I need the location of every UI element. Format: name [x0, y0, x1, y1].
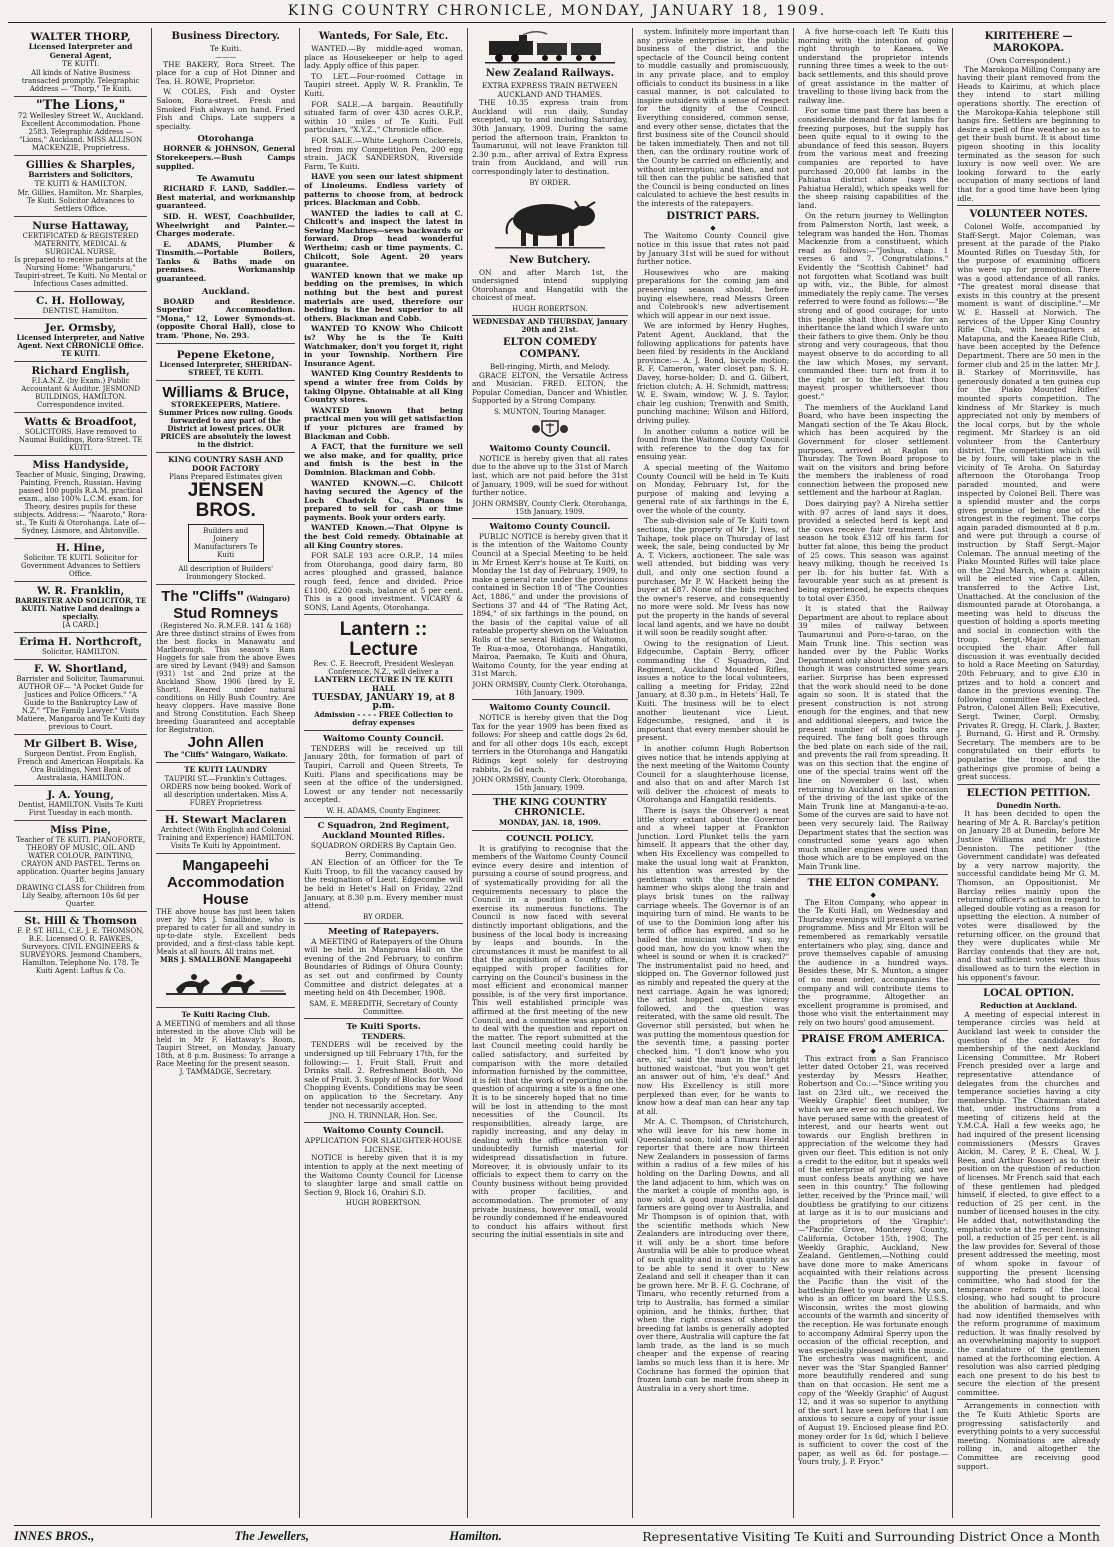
ad-admission: Admission - - - - FREE Collection to defray expenses — [314, 709, 453, 727]
notice-signature: SAM. E. MEREDITH, Secretary of County Committee. — [309, 999, 458, 1016]
ad-signature: MRS J. SMALLBONE Mangapeehi — [159, 955, 292, 964]
section-subheading: Te Kuiti. — [210, 44, 242, 53]
editorial-heading: COUNCIL POLICY. — [506, 833, 594, 844]
ad-text: Are three distinct strains of Ewes from the best flocks in Manawatu and Marlborough. This season's Ram Hoggets for sale from the above Ewes are sired by Levant (949) and Samson (931) 1st and 2nd prize at the Auckland Show, 1906 (bred by E. Short). Reared under natural conditions on Hilly Bush Country. Are heavy cloppers. Have massive Bone and Strong Constitution. Each Sheep breeding Guaranteed and acceptable for Registration. — [156, 630, 296, 735]
ad-text: Solicitor. TE KUITI. Solicitor for Government Advances to Settlers Office. — [20, 554, 141, 579]
ad-young — [14, 786, 147, 821]
notice-text: TENDERS will be received by the undersigned up till February 17th, for the following:— 1. Fruit Stall, Fruit and Drinks stall. 2. Refreshment Booth, No sale of Fruit. 3. Supply of Blocks for Wood Chopping Events. Conditions may be seen on application to the Secretary. Any tender not necessarily accepted. — [304, 1040, 463, 1110]
column-6 — [794, 28, 953, 1518]
ad-title: Mr Gilbert B. Wise, — [23, 738, 138, 751]
jensen-bros-title: JENSEN BROS. — [187, 480, 264, 522]
notice-heading: Waitomo County Council. — [489, 702, 611, 713]
jensen-box: Builders and Joinery Manufacturers Te Kuiti — [188, 524, 264, 562]
listing-land: RICHARD F. LAND, Saddler.—Best material, and workmanship guaranteed. — [156, 184, 296, 211]
listing-adams: E. ADAMS, Plumber & Tinsmith.—Portable Boilers, Tanks & Baths made on premises. Workmanship guaranteed. — [156, 239, 296, 284]
column-4 — [468, 28, 633, 1518]
ad-maclaren — [156, 811, 295, 854]
ad-title: Te Kuiti Racing Club. — [181, 1010, 270, 1019]
notice-heading: C Squadron, 2nd Regiment, Auckland Mounted Rifles. — [317, 820, 450, 841]
section-subheading: Reduction at Auckland. — [980, 1001, 1078, 1011]
elton-heading: ELTON COMEDY COMPANY. — [503, 336, 597, 360]
notice-heading: New Zealand Railways. — [485, 68, 615, 79]
elton-dates: WEDNESDAY AND THURSDAY, January 20th and 21st. — [472, 316, 628, 334]
ad-text: Surgeon Dentist. From English, French and American Hospitals. Ka Ora Buildings, Next Bank of Australasia, HAMILTON. — [17, 750, 144, 783]
ad-text: Architect (With English and Colonial Training and Experience) HAMILTON. Visits Te Kuiti by Appointment. — [157, 826, 294, 850]
divider: ◆ — [870, 890, 876, 899]
classified-item: HAVE you seen our latest shipment of Linoleums. Endless variety of patterns to choose from, at bedrock prices. Blackman and Cobb. — [304, 172, 463, 208]
notice-signature: W. H. ADAMS, County Engineer. — [326, 806, 441, 815]
classified-item: WANTED King Country Residents to spend a winter free from Colds by taking Olpyne. Obtainable at all King Country stores. — [304, 369, 463, 405]
ad-nurse-hattaway — [14, 217, 147, 292]
ad-sash-factory — [156, 453, 295, 585]
ad-franklin — [14, 582, 147, 633]
notice-signature: BY ORDER. — [363, 912, 405, 921]
ad-text-drawing: DRAWING CLASS for Children from Lily Sealby, afternoon 10s 6d per Quarter. — [16, 884, 145, 909]
ad-st-hill-thomson — [14, 912, 147, 978]
news-paragraph: It is stated that the Railway Department are about to replace about 39 miles of railway between Taumarunui and Poro-o-tarao, on the Main Trunk line. This section was handed over by the Public Works Department only about three years ago, though it was constructed some years earlier. Surprise has been expressed that the work should need to be done again so soon. It is stated that the present construction is not strong enough for the engines, and that new and additional sleepers, and twice the present number of fang bolts are required. The fang bolt goes through the bed plate on each side of the rail, and prevents the rail from spreading. It was on this section that the engine of one of the special trains went off the line on November 6 last, when returning to Auckland on the occasion of the driving of the last spike of the Main Trunk line at Manganui-a-te-ao. Some of the curves are said to have not been very securely laid. The Railway Department states that the section was constructed some years ago when much smaller engines were used than those which are to be employed on the Main Trunk line. — [798, 604, 949, 871]
footer-hamilton: Hamilton. — [449, 1528, 502, 1543]
news-paragraph: The sub-division sale of Te Kuiti town sections, the property of Mr J. Ives, of Taihape, took place on Thursday of last week, the sale, being conducted by Mr A. T. Vickers, auctioneer. The sale was well attended, but bidding was very dull, and only one section found a purchaser, Mr P. W. Hackett being the buyer at £87. None of the bids reached the owner's reserve, and consequently no more were sold. Mr Ivess has now put the property in the hands of several local land agents, and we have no doubt it will soon be readily sought after. — [636, 516, 790, 638]
section-heading: VOLUNTEER NOTES. — [969, 209, 1088, 221]
notice-subheading: SQUADRON ORDERS By Captain Geo. Berry, Commanding. — [310, 840, 457, 859]
ad-williams-bruce — [156, 381, 295, 454]
ad-title: C. H. Holloway, — [36, 294, 126, 307]
classified-item: A FACT, that the furniture we sell we also make, and for quality, price and finish is the best in the Dominion. Blackman and Cobb. — [304, 442, 463, 477]
column-2 — [152, 28, 300, 1518]
ad-signature: J. TAMMADGE, Secretary. — [179, 1067, 272, 1076]
ad-title: Erima H. Northcroft, — [19, 636, 143, 649]
ad-title: "The Lions," — [35, 97, 126, 113]
notice-text: ON and after March 1st, the undersigned intend supplying Otorohanga and Hangatiki with the choicest of meat. — [471, 267, 628, 303]
ad-pepene — [156, 346, 295, 381]
horse-race-illustration — [156, 967, 295, 1001]
ad-lantern-lecture — [304, 617, 463, 730]
ad-title: H. Hine, — [56, 542, 106, 555]
ad-text: F.I.A.N.Z. (by Exam.) Public Accountant & Auditor. JESMOND BUILDINGS, HAMILTON. Correspondence invited. — [21, 377, 141, 410]
notice-text: NOTICE is hereby given that it is my intention to apply at the next meeting of the Waitomo County Council for License to slaughter large and small cattle on Section 9, Block 16, Orahiri S.D. — [304, 1153, 463, 1197]
ad-racing-club — [156, 1008, 295, 1079]
news-paragraph: Does dairying pay? A Nireha settler with 97 acres of land says it does, provided a selected herd is kept and the cows receive fair treatment. Last season he took £312 off his farm for butter fat alone, this being the product of 25 cows. This season was against heavy milking, though he received 1s per lb. for his butter fat. With a favourable year such as at present is being experienced, he expects cheques to total over £350. — [798, 499, 949, 603]
listing-horner: HORNER & JOHNSON, General Storekeepers.—Bush Camps supplied. — [156, 144, 296, 171]
news-paragraph: Mr A. C. Thompson, of Christchurch, who will leave for his new home in Queensland soon, told a Timaru Herald reporter that there are now thirteen New Zealanders in possession of farms within a radius of a few miles of his holding on the Darling Downs, and all the land adjacent to him, which was on the market a couple of months ago, is now sold. A good many North Island farmers are going over to Australia, and Mr Thompson is of opinion that, with the scientific methods which New Zealanders are introducing over there, it will only be a short time before Australia will be able to produce wheat of such quality and in such quantity as to be able to send it over to New Zealand and sell it cheaper than it can be grown here. Mr B. F. G. Cochrane, of Timaru, who recently returned from a trip to Australia, has formed a similar opinion, and he thinks, further, that when the right crosses of sheep for breeding fat lambs is generally adopted over there, Australia will capture the fat lamb trade, as the land is so much cheaper and the expense of rearing lambs so much less than it is here. Mr Cochrane has formed the opinion that frozen lamb can be made from sheep in Australia in a very short time. — [636, 1117, 790, 1393]
footer-banner — [14, 1525, 1100, 1546]
ad-text: Mr. Gillies, Hamilton. Mr. Sharples, Te Kuiti. Solicitor Advances to Settlers Office. — [17, 188, 144, 213]
ad-title: Williams & Bruce, — [162, 383, 289, 401]
notice-signature: JNO. H. TRINNLAR, Hon. Sec. — [329, 1112, 438, 1121]
train-illustration — [472, 31, 628, 65]
ad-title: Watts & Broadfoot, — [24, 416, 137, 429]
ad-place: TE KUITI & HAMILTON. — [34, 178, 127, 188]
elton-signature: S. MUNTON, Touring Manager. — [493, 407, 606, 416]
ad-address: 72 Wellesley Street W., Auckland. — [17, 110, 144, 120]
classified-item: FOR SALE.—White Leghorn Cockerels, bred from my Competition Pen, 200 egg strain. JACK SANDERSON, Riverside Farm, Te Kuiti. — [304, 135, 463, 171]
ad-text: Licensed Interpreter, and Native Agent. Next CHRONICLE Office. TE KUITI. — [16, 333, 145, 359]
editorial-masthead: THE KING COUNTRY CHRONICLE. — [493, 797, 607, 819]
news-paragraph: A five horse-coach left Te Kuiti this morning with the intention of going right through to Kaeaea. We understand the proprietor intends running three times a week to the out-back settlements, and this should prove of great assistance in the matter of travelling to those living back from the railway line. — [798, 28, 949, 105]
news-paragraph: In another column a notice will be found from the Waitomo County Council with reference to the dog tax for ensuing year. — [636, 426, 790, 462]
ad-text: Barrister and Solicitor, Taumarunui. AUTHOR OF— "A Pocket Guide for Justices and Police Officers." "A Guide to the Bankruptcy Law of N.Z." "The Family Lawyer." Visits Matiere, Mangaroa and Te Kuiti day previous to Court. — [16, 675, 145, 732]
ad-text: Excellent Accommodation. Phone 2583. Telegraphic Address — "Lions," Auckland. MISS ALLISON MACKENZIE, Proprietress. — [19, 120, 143, 153]
ad-gillies-sharples — [14, 156, 147, 216]
news-paragraph: The Waitomo County Council give notice in this issue that rates not paid by January 31st will be sued for without further notice. — [636, 231, 790, 267]
news-paragraph: Colonel Wolfe, accompanied by Staff-Sergt. Major Coleman, was present at the parade of the Piako Mounted Rifles on Tuesday 5th, for the purpose of examining officers who were up for promotion. There was a good attendance of all ranks. "The greatest moral disease that exists in this country at the present moment is want of discipline."—Mr W. E. Hassell at Norwich. The services of the Upper King Country Rifle Club, with headquarters at Matapuna, and the Kaeaea Rifle Club, have been accepted by the Defence Department. There are 50 men in the former club and 25 in the latter. Mr J. B. Starkey of Morrinsville, has generously donated a ten guinea cup for the Piako Mounted Rifles' mounted sports competition. The kindness of Mr Starkey is much appreciated not only by members of the local corps, but by the whole regiment. Mr Starkey is an old volunteer from the Canterbury district. The competition which will be by fours, will take place in the vicinity of Te Aroha. On Saturday afternoon the Otorohanga Troop paraded mounted, and were inspected by Colonel Bell. There was a splendid muster and the corps gives promise of being one of the strongest in the regiment. The corps again paraded dismounted at 8 p.m. and were put through a course of instruction by Staff Sergt.-Major Coleman. The annual meeting of the Piako Mounted Rifles will take place on the 22nd March, when a captain will be elected vice Capt. Allen, transferred to the Active List, Unattached. At the conclusion of the dismounted parade at Otorohanga, a meeting was held to discuss the question of holding a sports meeting and social in connection with the troop. Sergt.-Major Coleman occupied the chair. After full discussion it was eventually decided to hold a Race Meeting on Saturday, 20th February, and to give £30 in prizes and to hold a concert and dance in the previous evening. The following committee was elected. Patron, Colonel Allen Bell; Executive, Sergt. Twiner, Corpl. Ormsby, Privates R. Gregg, H. Clark, J. Baxter, J. Burnand, G. Hirst and R. Ormsby. Secretary. The members are to be congratulated on their efforts to popularise the troop, and the gatherings give promise of being a great success. — [957, 222, 1100, 782]
ad-place: TE KUITI. — [61, 59, 100, 69]
ad-title: Lantern :: Lecture — [339, 619, 428, 661]
ad-text: Is prepared to receive patients at the Nursing Home: "Whangaruru," Taupiri-street, Te Kuiti. No Mental or Infectious Cases admitted. — [14, 255, 147, 288]
section-heading: Wanteds, For Sale, Etc. — [318, 31, 449, 42]
news-paragraph: Arrangements in connection with the Te Kuiti Athletic Sports are progressing satisfactorily and everything points to a very successful meeting. Nominations are already rolling in, and altogether the Committee are receiving good support. — [957, 1401, 1100, 1471]
classified-item: WANTED known that being practical men you will get satisfaction if your pictures are framed by Blackman and Cobb. — [304, 405, 463, 441]
ad-subtitle: Plans Prepared Estimates given — [169, 473, 283, 482]
ad-hine — [14, 539, 147, 582]
classified-item: WANTED Known.—That Olpyne is the best Cold remedy. Obtainable at all King Country stores. — [304, 523, 463, 550]
ad-text: SOLICITORS. Have removed to Naumai Buildings, Rora-Street. TE KUITI. — [18, 428, 143, 453]
ad-text: Dentist, HAMILTON. Visits Te Kuiti First Tuesday in each month. — [18, 801, 144, 818]
notice-text: NOTICE is hereby given that the Dog Tax for the year 1909 has been fixed as follows: For sheep and cattle dogs 2s 6d, and for all other dogs 10s each, except terriers in the Otorohanga and Hangatiki Ridings kept solely for destroying rabbits, 2s 6d each. — [471, 712, 628, 774]
bull-illustration — [472, 190, 628, 252]
news-paragraph: There is (says the Observer) a neat little story extant about the Governor and a wheel tapper at Frankton Junction. Lord Plunket tells the yarn himself. It appears that the other day, when His Excellency was compelled to make the usual long wait at Frankton, his attention was arrested by the gentleman with the long slender hammer who skips along the train and plays brisk tunes on the railway carriage wheels. The Governor is of an inquiring turn of mind. He wants to be of use to the Dominion long after his term of office has expired, and so he hailed the musician with: "I say, my good man, how do you know when the wheel is sound or when it is cracked?" The instrumentalist paid no heed, and skipped on. The Governor followed just as nimbly and repeated the query at the next carriage. Again he was ignored; the artist hopped on, the viceroy followed, and the question was reiterated, with the same old result. The Governor still persisted, but when he was putting the momentous question for the seventh time, a passing porter checked him. "I don't know who you are, sir," said the man in the bright buttoned waistcoat, "but you won't get an answer out of him, 'e's deaf." And now His Excellency is still more perplexed than ever, for he wants to know how a deaf man can hear any tap at all. — [636, 806, 790, 1116]
notice-heading: Waitomo County Council. — [489, 521, 611, 532]
ad-subtitle: LANTERN LECTURE IN TE KUITI HALL — [314, 675, 453, 693]
section-subheading: Dunedin North. — [996, 800, 1061, 810]
card-label: [A CARD.] — [62, 621, 99, 630]
ad-text: Summer Prices now ruling. Goods forwarded to any part of the District at lowest prices. OUR PRICES are absolutely the lowest in the district. — [158, 408, 293, 450]
ad-title: The "Cliffs" — [161, 588, 244, 606]
classified-item: WANTED known that we make up bedding on the premises, in which nothing but the best and purest materials are used, therefore our bedding is the best superior to all others. Blackman and Cobb. — [304, 270, 463, 323]
news-paragraph: Owing to the resignation of Lieut. Edgecumbe, Captain Berry, officer commanding the C Squadron, 2nd Regiment, Auckland Mounted Rifles, issues a notice to the local volunteers, calling a meeting for Friday, 22nd January, at 8.30 p.m., in Hetets' Hall, Te Kuiti. The business will be to elect another lieutenant vice Lieut. Edgecumbe, resigned, and it is important that every member should be present. — [636, 638, 790, 743]
classified-item: WANTED the ladies to call at C. Chilcott's and inspect the latest in Sewing Machines—sews backwards or forward. Drop head wonderful Wertheim; cash or time payments. C. Chilcott, Sole Agent. 20 years guarantee. — [304, 208, 463, 270]
ad-walter-thorp — [14, 28, 147, 97]
notice-signature: JOHN ORMSBY, County Clerk. Otorohanga, 15th January, 1909. — [472, 499, 628, 516]
ad-text: All kinds of Native Business transacted promptly. Telegraphic Address — "Thorp," Te Kuiti. — [21, 68, 140, 93]
notice-subheading: APPLICATION FOR SLAUGHTER-HOUSE LICENSE. — [305, 1136, 463, 1154]
section-heading: KIRITEHERE —MAROKOPA. — [984, 31, 1073, 54]
section-heading: DISTRICT PARS. — [666, 211, 760, 223]
ad-subtitle: Stud Romneys — [173, 605, 279, 623]
footer-jewellers: The Jewellers, — [234, 1528, 309, 1543]
notice-signature: HUGH ROBERTSON. — [345, 1199, 422, 1208]
news-paragraph: This extract from a San Francisco letter dated October 21, was received yesterday by Messrs Heather, Robertson and Co.:—"Since writing you last on 23rd ult., we received the 'Weekly Graphic' fleet number, for which we are ever so much obliged. We have perused same with the greatest of interest, and our hearts went out towards our English brethren in appreciation of the welcome they had given our fleet. This edition is not only a credit to the editor, but it speaks well of the enterprise of your city, and we must confess beats anything we have seen in this country." The following letter, received by the 'Prince mail,' will doubtless be gratifying to our citizens at large as it is to our musicians and the proprietors of the 'Graphic':—"Pacific Grove, Monterey County, California, October 15th, 1908. The Weekly Graphic, Auckland, New Zealand. Gentlemen,—Nothing could have done more to make Americans acquainted with their relations across the Pacific than the visit of the battleship fleet to your waters. My son, who is an officer on board the U.S.S. Wisconsin, writes the most glowing accounts of the warmth and sincerity of the reception. He was fortunate enough to accompany Admiral Sperry upon the occasion of the official reception, and was especially pleased with the music. The orchestra was magnificent, and never was the 'Star Spangled Banner' more beautifully rendered and sung than on that occasion. He sent me a copy of the 'Weekly Graphic' of August 12, and it was so superior to anything of the sort I have seen before that I am anxious to secure a copy of your issue of August 19. Enclosed please find P.O. money order for 1s 6d, which I believe is sufficient to cover the cost of the paper, as well as 6d. for postage.—Yours truly, J. P. Fryor." — [798, 1053, 949, 1467]
notice-subheading: EXTRA EXPRESS TRAIN BETWEEN AUCKLAND AND THAMES. — [481, 81, 618, 99]
ad-title: H. Stewart Maclaren — [164, 814, 287, 826]
town-heading: Te Awamutu — [196, 174, 255, 185]
section-heading: PRAISE FROM AMERICA. — [801, 1033, 946, 1045]
news-paragraph: A meeting of especial interest in temperance circles was held at Auckland last week to consider the question of the candidates for membership of the next Auckland Licensing Committee. Mr Robert French presided over a large and representative attendance of delegates from the churches and temperance societies having a city membership. The Chairman stated that, under instructions from a meeting of citizens held at the Y.M.C.A. Hall a few weeks ago, he had inquired of the present licensing commissioners (Messrs Graves Aickin, M. Carey, P. E. Cheal, W. J. Rees, and Arthur Rosser) as to their position on the question of reduction of licenses. Mr French said that each of these gentlemen had pledged himself, if elected, to give effect to a reduction of 25 per cent. in the number of licensed houses in the city. He added that, notwithstanding the emphatic vote at the recent licensing poll, a reduction of 25 per cent. is all the law provides for. Several of those present addressed the meeting, most of whom spoke in favour of supporting the present licensing committee, who had stood for the temperance reform of the local closing, who had sought to procure the abolition of barmaids, and who had now identified themselves with the reform programme of maximum reduction. It was finally resolved by an overwhelming majority to support the candidature of the gentlemen named at the forthcoming election. A resolution was also carried pledging each one present to do his best to secure the election of the present committee. — [957, 1009, 1100, 1397]
ad-holloway — [14, 292, 147, 320]
ad-text: Teacher of Music, Singing, Drawing, Painting, French, Russian. Having passed 100 pupils R.A.M. practical exam., also 100% L.C.M. exam. for Theory, desires pupils for these subjects. Address:— "Naaroto," Rora-st., Te Kuiti & Otorohanga. Late of— Sydney, Lismore, and Alstonville. — [14, 471, 148, 536]
ad-miss-pine — [14, 821, 147, 912]
listing-bakery: THE BAKERY, Rora Street. The place for a cup of Hot Dinner and Tea. H. ROWE, Proprietor. — [156, 59, 296, 86]
notice-heading: Waitomo County Council. — [323, 733, 444, 744]
ad-title: Jer. Ormsby, — [44, 322, 117, 335]
notice-signature: BY ORDER. — [529, 178, 571, 187]
section-heading: THE ELTON COMPANY. — [807, 877, 939, 889]
ad-text: THE above house has just been taken over by Mrs J. Smallbone, who is prepared to cater for all and sundry in up-to-date style. Excellent beds provided, and a first-class table kept. Meals at all hours. All trains met. — [156, 908, 296, 956]
john-allen-sub: The "Cliffs" Waingaro, Waikato. — [163, 750, 288, 760]
news-paragraph: It has been decided to open the hearing of Mr A. R. Barclay's petition on January 28 at Dunedin, before Mr Justice Williams and Mr Justice Denniston. The petitioner (the Government candidate) was defeated by a very narrow majority, the successful candidate being Mr G. M. Thomson, an Oppositionist. Mr Barclay relies mainly upon the returning officer's action in regard to alleged double voting as a reason for upsetting the election. A number of votes were disallowed by the returning officer, on the ground that they were duplicates while Mr Barclay contends that they are not, and that sufficient votes were thus disallowed as to turn the election in his opponent's favour. — [957, 809, 1100, 982]
editorial-text-continued: system. Infinitely more important than any private enterprise is the public business of the district, and the spectacle of the Council being content to muddle casually and promiscuously, in any private place, and to employ officials to conduct its business in a like casual manner, is not calculated to inspire outsiders with a sense of respect for the dignity of the Council. Everything considered, common sense, and every other sense, dictates that the first business site of the Council should be taken immediately. Then and not till then, can the ordinary routine work of the County be carried on efficiently, and without interruption; and then, and not till then can the public be satisfied that the Council is being conducted on lines calculated to achieve the best results in the interests of the ratepayers. — [636, 28, 790, 208]
ad-richard-english — [14, 362, 147, 413]
ad-title: W. R. Franklin, — [36, 585, 125, 598]
notice-text: TENDERS will be received up till January 28th, for formation of part of Taupiri, Carroll and Queen Streets, Te Kuiti. Plans and specifications may be seen at the office of the undersigned. Lowest or any tender not necessarily accepted. — [304, 743, 463, 805]
divider: ◆ — [710, 224, 716, 233]
ad-text: Rev. C. E. Beecroft, President Wesleyan Conference, N.Z., will deliver a — [313, 660, 454, 677]
ad-title: Pepene Eketone, — [176, 348, 275, 361]
ad-title: Richard English, — [31, 365, 130, 378]
news-paragraph: On the return journey to Wellington from Palmerston North, last week, a telegram was handed the Hon. Thomas Mackenzie from a constituent, which read as follows:—"Joshua, chap. 1 verses 6 and 7. Congratulations." Evidently the "Scottish Cabinet" had not forgotten what Scotland was built up with, viz., the Bible, for almost immediately the reply came. The verses referred to were found as follows:—"Be strong and of good courage; for unto this people shalt thou divide for an inheritance the land which I sware unto their fathers to give them. Only be thou strong and very courageous, that thou mayest observe to do according to all the law which Moses, my servant, commanded thee: turn not from it to the right or to the left, that thou mayest prosper whithersoever thou goest." — [798, 211, 949, 401]
ad-text: A MEETING of members and all those interested in the above Club will be held in Mr F. Hattaway's Room, Taupiri Street, on Monday, January 18th, at 8 p.m. Business: To arrange a Race Meeting for the present season. — [156, 1019, 296, 1068]
column-3 — [300, 28, 468, 1518]
footer-innes: INNES BROS., — [14, 1528, 95, 1543]
divider: ◆ — [870, 1046, 876, 1055]
elton-text: GRACE ELTON, the Versatile Actress and Musician. FRED. ELTON, the Popular Comedian, Dancer and Whistler. Supported by a Strong Company. — [471, 370, 628, 406]
ad-laundry — [156, 763, 295, 811]
classified-item: WANTED TO KNOW Who Chilcott is? Why he is the Te Kuiti Watchmaker, don't you forget it, right in your Township. Northern Fire Insurance Agent. — [304, 324, 463, 368]
ad-miss-handyside — [14, 456, 147, 539]
news-paragraph: In another column Hugh Robertson gives notice that he intends applying at the next meeting of the Waitomo County Council for a slaughterhouse license, and also that on and after March 1st will deliver the choicest of meats to Otorohanga and Hangatiki residents. — [636, 743, 790, 805]
section-heading: Business Directory. — [171, 31, 280, 42]
ad-address: TAUPIRI ST.—Franklin's Cottages. — [164, 775, 287, 783]
masthead: KING COUNTRY CHRONICLE, MONDAY, JANUARY 18, 1909. — [8, 0, 1106, 23]
section-subheading: (Own Correspondent.) — [986, 56, 1071, 65]
listing-west: SID. H. WEST, Coachbuilder, Wheelwright and Painter.—Charges moderate. — [156, 211, 296, 239]
notice-signature: JOHN ORMSBY, County Clerk. Otorohanga, 15th January, 1909. — [472, 776, 628, 793]
news-paragraph: For some time past there has been a considerable demand for fat lambs for freezing purposes, but the supply has been quite equal to it owing to the abundance of feed this season. Buyers from the various meat and freezing companies are reported to have purchased 20,000 fat lambs in the Pahiatua district alone (says the Pahiatua Herald), which speaks well for the sheep raising capabilities of the land. — [798, 106, 949, 210]
classified-item: TO LET.—Four-roomed Cottage in Taupiri street. Apply W. R. Franklin, Te Kuiti. — [304, 71, 463, 98]
listing-coles: W. COLES, Fish and Oyster Saloon, Rora-street. Fresh and Smoked Fish always on hand. Fried Fish and Chips. Late suppers a specialty. — [156, 87, 296, 131]
ad-title: Miss Pine, — [50, 824, 112, 837]
notice-heading: Waitomo County Council. — [323, 1126, 444, 1137]
ad-wise — [14, 735, 147, 786]
news-paragraph: The members of the Auckland Land Board, who have been inspecting the Mangati section of the Te Akau Block, which has been acquired by the Government for closer settlement purposes, arrived at Raglan on Thursday. The Town Board propose to wait on the visitors and bring before the members the irableness of road connection between the proposed new settlement and the harbour at Raglan. — [798, 402, 949, 498]
news-paragraph: Housewives who are making preparations for the coming jam and preserving season should, before buying elsewhere, read Messrs Green and Colebrook's new advertisement which will appear in our next issue. — [636, 267, 790, 320]
section-heading: ELECTION PETITION. — [966, 787, 1091, 799]
ad-cliffs-stud — [156, 585, 295, 763]
ad-text: Teacher of TE KUITI. PIANOFORTE, THEORY OF MUSIC, OIL AND WATER COLOUR, PAINTING, CRAYON AND PASTEL. Terms on application. Quarter begins January 18. — [15, 836, 146, 885]
ad-title: Nurse Hattaway, — [32, 219, 130, 232]
notice-heading: Te Kuiti Sports. — [346, 1021, 421, 1032]
ad-mangapeehi — [156, 854, 295, 1008]
notice-heading: Waitomo County Council. — [489, 443, 611, 454]
ad-title: TE KUITI LAUNDRY — [184, 765, 268, 775]
news-paragraph: The Marokopa Milling Company are having their plant removed from the Heads to Kairimu, at which place they intend to start milling operations shortly. The erection of the Marokopa-Kahia telephone still hangs fire. Settlers are beginning to desire a spell of fine weather so as to get their bush burnt. It is about time pigeon shooting in this locality terminated as the season for such luxury is now well over. We are looking forward to the early occupation of many sections of land that for a good time have been lying idle. — [957, 64, 1100, 203]
ad-title: J. A. Young, — [47, 789, 115, 802]
notice-heading: Meeting of Ratepayers. — [328, 926, 439, 937]
ad-title-sub: (Waingaro) — [246, 594, 291, 604]
notice-text: AN Election of an Officer for the Te Kuiti Troop, to fill the vacancy caused by the resignation of Lieut. Edgecombe will be held in Hetet's Hall on Friday, 22nd January, at 8.30 p.m. Every member must attend. — [304, 858, 463, 911]
news-paragraph: The Elton Company, who appear in the Te Kuiti Hall, on Wednesday and Thursday evenings will present a varied programme. Miss and Mr Elton will be remembered as remarkably versatile entertainers who play, sing, dance and prove themselves capable of amusing the audience in a hundred ways. Besides these, Mr S. Munton, a singer of no mean order, accompanies the company and will contribute items to the programme. Altogether an excellent programme is promised, and those who visit the entertainment may rely on two hours' good amusement. — [798, 897, 949, 1027]
elton-subheading: Bell-ringing, Mirth, and Melody. — [489, 361, 610, 371]
ad-text: F. P. ST. HILL, C.E. J. E. THOMSON, B.E. Licensed O. R. FAWKES, Surveyors. CIVIL ENGINEERS & SURVEYORS. Jesmond Chambers, Hamilton. Telephone No. 178. Te Kuiti Agent: Loftus & Co. — [17, 927, 144, 976]
john-allen-title: John Allen — [187, 734, 264, 752]
ad-subtitle: STOREKEEPERS, Matiere. — [171, 399, 281, 409]
ad-the-lions — [14, 97, 147, 157]
notice-signature: HUGH ROBERTSON. — [512, 304, 588, 313]
ad-text: All description of Builders' Ironmongery Stocked. — [178, 565, 274, 582]
ad-title: KING COUNTRY SASH AND DOOR FACTORY — [168, 455, 284, 473]
notice-heading: New Butchery. — [509, 254, 591, 266]
ad-text: Licensed Interpreter, SHERIDAN-STREET, TE KUITI. — [159, 359, 292, 377]
column-7 — [953, 28, 1104, 1518]
columns — [10, 28, 1104, 1518]
footer-representative: Representative Visiting Te Kuiti and Surrounding District Once a Month — [642, 1528, 1100, 1544]
ad-title: WALTER THORP, — [30, 31, 131, 43]
listing-mona: BOARD and Residence. Superior Accommodation. "Mona," 12, Lower Symonds-st. (opposite Choral Hall), close to tram. 'Phone, No. 293. — [156, 296, 296, 341]
ad-text: DENTIST, Hamilton. — [42, 305, 119, 315]
ad-title: St. Hill & Thomson — [24, 915, 137, 928]
ad-date: TUESDAY, JANUARY 19, at 8 p.m. — [312, 692, 455, 712]
notice-text: THE 10.35 express train from Auckland will run daily, Sunday excepted, up to and including Saturday, 30th January, 1909. During the same period the afternoon train, Frankton to Taumarunui, will not leave Frankton till 2.30 p.m., after arrival of Extra Express train from Auckland, and will run correspondingly later to destination. — [471, 98, 628, 176]
ad-title: Miss Handyside, — [32, 459, 129, 472]
ad-text: BARRISTER AND SOLICITOR, TE KUITI. Native Land dealings a specialty. — [15, 596, 147, 622]
notice-text: A MEETING of Ratepayers of the Ohura will be held in Mangaroa Hall on the evening of the 2nd February, to confirm Boundaries of Ridings of Ohura County; as set out and confirmed by County Committee and district delegates at a meeting held on 4th December, 1908. — [304, 936, 463, 998]
ad-text: Solicitor, HAMILTON. — [42, 648, 120, 657]
news-paragraph: A special meeting of the Waitomo County Council will be held in Te Kuiti on Monday, February 1st, for the purpose of making and levying a general rate of six farthings in the £, over the whole of the county. — [636, 462, 790, 515]
editorial-date: MONDAY, JAN. 18, 1909. — [498, 818, 601, 828]
ad-title: F. W. Shortland, — [34, 663, 128, 676]
ad-subtitle: CERTIFICATED & REGISTERED MATERNITY, MEDICAL & SURGICAL NURSE, — [22, 231, 139, 256]
ad-reg: (Registered No. R.M.F.B. 141 & 168) — [160, 622, 292, 631]
editorial-text: It is gratifying to recognise that the members of the Waitomo County Council evince every desire and intention of pursuing a course of sound progress, and of systematically providing for all the requirements necessary to place the Council in a position to efficiently exercise its numerous functions. The Council is now faced with several distinctly important obligations, and the business of the local body is increasing by leaps and bounds. In the circumstances it must be manifest to all that the acquisition of a County office, equipped with proper facilities for carrying on the Council's business in the most efficient and economical manner possible, is of the very first importance. This well established principle was affirmed at the first meeting of the new Council, and a committee was appointed to deal with the question and report on the matter. The report submitted at the last Council meeting could hardly be called satisfactory, and surfeited by comparison with the more detailed information furnished by the committee, it is felt that the work of reporting on the question of acquiring a site is a fine one. It is to be sincerely hoped that no time will be lost in attending to the most necessities of the Council. Its responsibilities, already large, are rapidly increasing, and any delay in dealing with the office question will undoubtedly furnish material for widespread dissatisfaction in future. Moreover, it is obviously unfair to its officials to expect them to carry on the County business without being provided with proper facilities, and accommodation. The promoter of any private business, however small, would be roundly condemned if he endeavoured to conduct his affairs without first securing the initial essentials in site and — [471, 843, 628, 1240]
ad-shortland — [14, 660, 147, 735]
divider: ——— — [215, 52, 237, 61]
ad-northcroft — [14, 633, 147, 660]
ad-watts-broadfoot — [14, 413, 147, 456]
notice-text: NOTICE is hereby given that all rates due to the above up to the 31st of March last, which are not paid before the 31st of January, 1909, will be sued for without further notice. — [471, 453, 628, 498]
column-1 — [10, 28, 152, 1518]
ad-subtitle: Barristers and Solicitors, — [28, 170, 133, 180]
notice-text: PUBLIC NOTICE is hereby given that it is the intention of the Waitomo County Council at a Special Meeting to be held in Mr Ernest Kerr's house at Te Kuiti, on Monday the 1st day of February, 1909, to make a general rate under the provisions contained in Section 18 of "The Counties Act, 1886," and under the provisions of Sections 37 and 44 of "The Rating Act, 1894," of six farthings in the pound, on the basis of the capital value of all rateable property shewn on the Valuation Rolls of the several Ridings of Waitomo, Te Rua-a-moa, Otorohanga, Hangatiki, Mairoa, Paemako, Te Kuiti and Ohura, Waitomo County, for the year ending at 31st March. — [471, 531, 628, 679]
classified-item: FOR SALE.—A bargain. Beautifully situated farm of over 430 acres O.R.P., within 10 miles of Te Kuiti. Full particulars, "X.Y.Z.," Chronicle office. — [304, 99, 463, 135]
column-5 — [633, 28, 794, 1518]
ad-ormsby — [14, 319, 147, 362]
section-heading: LOCAL OPTION. — [983, 988, 1075, 1000]
classified-item: WANTED KNOWN.—C. Chilcott having secured the Agency of the Loch Chadwick Co., Pianos is prepared to sell for cash or time payments. Book your orders early. — [304, 478, 463, 522]
ad-text: ORDERS now being booked. Work of all description undertaken. Miss A. FUREY Proprietress — [160, 783, 292, 807]
town-heading: Auckland. — [201, 286, 250, 297]
news-paragraph: We are informed by Henry Hughes, Patent Agent, Auckland, that the following applications for patents have been filed by residents in the Auckland province:— A. J. Bond, bicycle motion; R. F. Cameron, water closet pan; S. H. Davey, horse-holder; D. and G. Gilbert, friction clutch; A. H. Schmidt, mattress; W. E. Swain, window; W. J. S. Taylor, chair leg cushion; Trenwith and Smith, punching machine; Wilson and Hilford, driving pulley. — [636, 321, 790, 425]
ad-subtitle: Licensed Interpreter and General Agent, — [28, 42, 133, 60]
town-heading: Otorohanga — [197, 134, 254, 145]
notice-signature: JOHN ORMSBY, County Clerk. Otorohanga, 16th January, 1909. — [472, 680, 628, 697]
classified-item: FOR SALE 193 acre O.R.P., 14 miles from Otorohanga, good dairy farm, 80 acres ploughed and grassed, balance rough feed, fence and divided. Price £1100, £200 cash, balance at 5 per cent. This is a good investment. VICARY & SONS, Land Agents, Otorohanga. — [304, 551, 463, 612]
ad-title: Gillies & Sharples, — [25, 159, 136, 172]
ad-title: Mangapeehi Accommodation House — [166, 857, 285, 908]
classified-item: WANTED.—By middle-aged woman, place as Housekeeper or help to aged lady. Apply office of this paper. — [304, 44, 463, 71]
coat-of-arms-illustration — [472, 419, 628, 441]
notice-subheading: TENDERS. — [361, 1031, 406, 1041]
